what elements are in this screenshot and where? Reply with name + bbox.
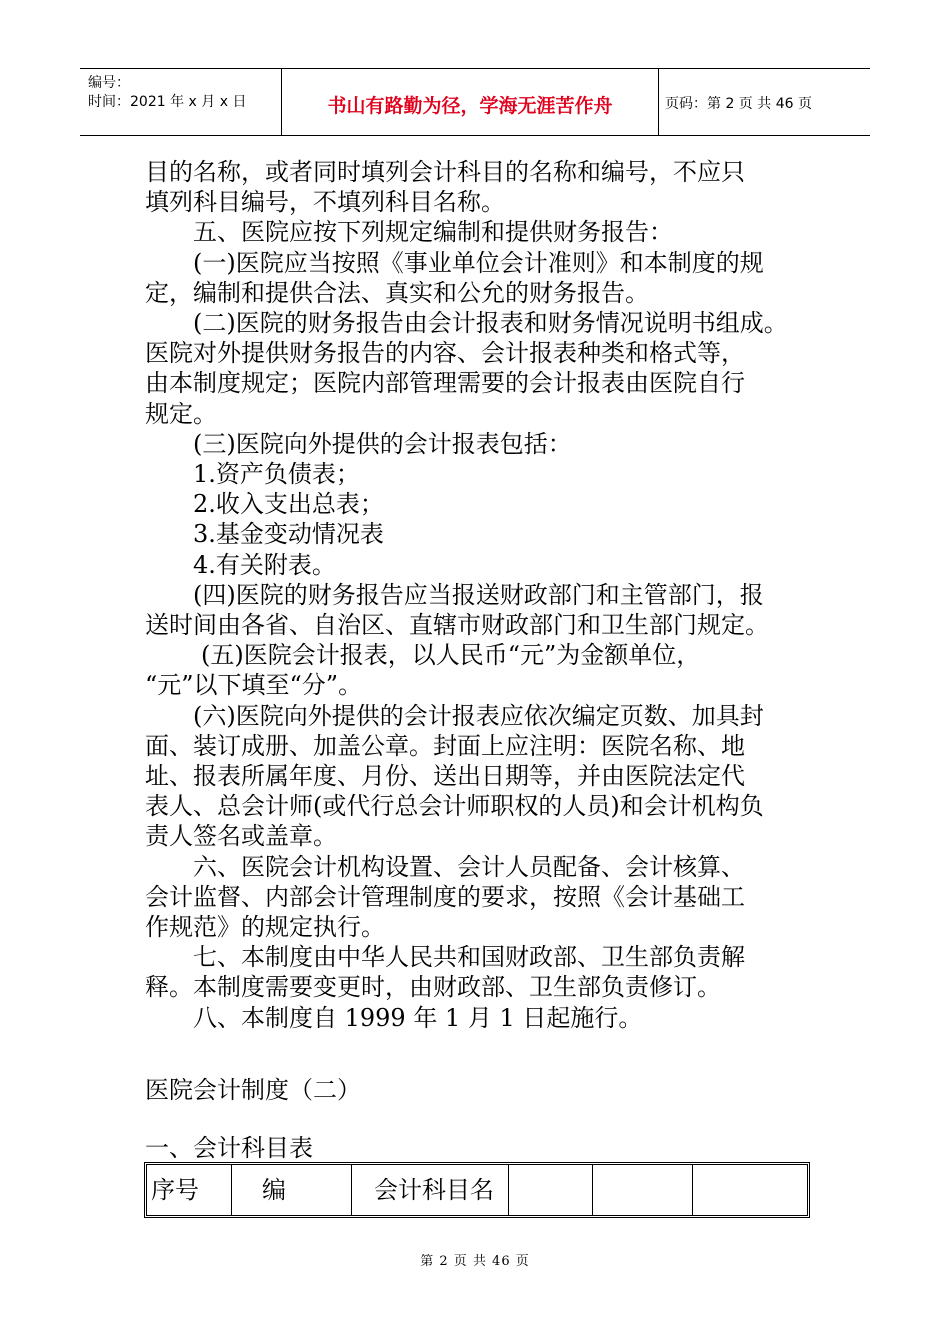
body-line: 六、医院会计机构设置、会计人员配备、会计核算、 (193, 852, 745, 881)
doc-time-label: 时间：2021 年 x 月 x 日 (88, 94, 247, 110)
body-line: 七、本制度由中华人民共和国财政部、卫生部负责解 (193, 943, 745, 972)
page-header (80, 68, 870, 136)
body-line: 目的名称，或者同时填列会计科目的名称和编号，不应只 (145, 158, 745, 186)
header-motto: 书山有路勤为径，学海无涯苦作舟 (327, 95, 613, 117)
body-line: 五、医院应按下列规定编制和提供财务报告： (193, 218, 673, 247)
body-line: (六)医院向外提供的会计报表应依次编定页数、加具封 (193, 701, 764, 730)
body-line: 1.资产负债表； (193, 460, 360, 489)
page-footer: 第 2 页 共 46 页 (420, 1254, 530, 1269)
body-line: 面、装订成册、加盖公章。封面上应注明：医院名称、地 (145, 731, 745, 760)
body-line: (四)医院的财务报告应当报送财政部门和主管部门，报 (193, 580, 764, 609)
body-line: (三)医院向外提供的会计报表包括： (193, 429, 572, 458)
doc-number-label: 编号： (88, 75, 130, 91)
account-table (144, 1162, 810, 1218)
body-line: 规定。 (145, 399, 217, 428)
table-header-cell (509, 1165, 593, 1215)
table-header-cell (693, 1165, 807, 1215)
header-page-info: 页码：第 2 页 共 46 页 (665, 96, 812, 112)
body-line: 送时间由各省、自治区、直辖市财政部门和卫生部门规定。 (145, 611, 769, 640)
body-line: 址、报表所属年度、月份、送出日期等，并由医院法定代 (145, 762, 745, 791)
body-line: (五)医院会计报表，以人民币“元”为金额单位， (201, 641, 701, 670)
body-line: 会计监督、内部会计管理制度的要求，按照《会计基础工 (145, 882, 745, 911)
body-line: 责人签名或盖章。 (145, 822, 337, 851)
header-divider (658, 69, 659, 135)
body-line: 由本制度规定；医院内部管理需要的会计报表由医院自行 (145, 369, 745, 398)
body-line: 医院对外提供财务报告的内容、会计报表种类和格式等， (145, 339, 745, 368)
body-line: 表人、总会计师(或代行总会计师职权的人员)和会计机构负 (145, 792, 764, 821)
body-line: (二)医院的财务报告由会计报表和财务情况说明书组成。 (193, 309, 788, 338)
table-header-cell: 序号 (147, 1165, 232, 1215)
table-header-cell: 编 (232, 1165, 352, 1215)
header-meta (88, 74, 246, 112)
table-header-cell (593, 1165, 693, 1215)
body-line: 填列科目编号，不填列科目名称。 (145, 188, 505, 217)
body-line: 3.基金变动情况表 (193, 520, 384, 549)
body-line: (一)医院应当按照《事业单位会计准则》和本制度的规 (193, 248, 764, 277)
body-line: 八、本制度自 1999 年 1 月 1 日起施行。 (193, 1003, 643, 1032)
body-line: 定，编制和提供合法、真实和公允的财务报告。 (145, 278, 649, 307)
section-title: 医院会计制度（二） (145, 1076, 361, 1104)
body-line: 作规范》的规定执行。 (145, 913, 385, 942)
body-line: 4.有关附表。 (193, 550, 336, 579)
body-line: 释。本制度需要变更时，由财政部、卫生部负责修订。 (145, 973, 721, 1002)
body-line: 2.收入支出总表； (193, 490, 384, 519)
table-heading: 一、会计科目表 (145, 1134, 313, 1162)
document-body (145, 157, 810, 1033)
table-header-cell: 会计科目名 (352, 1165, 509, 1215)
body-line: “元”以下填至“分”。 (145, 671, 363, 700)
